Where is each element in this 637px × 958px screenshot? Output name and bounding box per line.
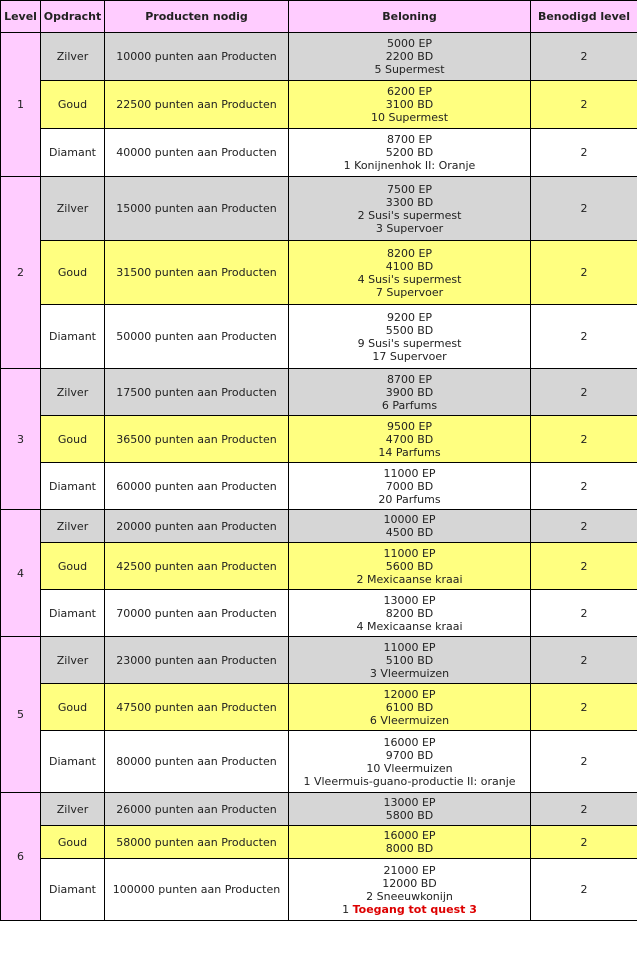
benodigd-cell: 2 (531, 369, 637, 416)
benodigd-cell: 2 (531, 684, 637, 731)
reward-line: 4500 BD (385, 526, 434, 539)
reward-line: 7 Supervoer (375, 285, 444, 299)
table-row (1, 684, 637, 731)
reward-prefix: 1 (342, 902, 353, 916)
beloning-cell (289, 81, 531, 129)
opdracht-cell: Diamant (41, 859, 105, 921)
reward-line: 8200 EP (386, 246, 433, 260)
reward-line: 8000 BD (385, 842, 434, 855)
table-row (1, 510, 637, 543)
reward-line: 9700 BD (385, 748, 434, 762)
table-row (1, 177, 637, 241)
benodigd-cell: 2 (531, 637, 637, 684)
reward-line: 12000 EP (383, 687, 436, 701)
reward-line: 11000 EP (383, 546, 436, 560)
opdracht-cell: Diamant (41, 463, 105, 510)
table-row (1, 416, 637, 463)
beloning-cell (289, 590, 531, 637)
producten-cell: 47500 punten aan Producten (105, 684, 289, 731)
reward-line: 10 Supermest (370, 111, 449, 124)
producten-cell: 70000 punten aan Producten (105, 590, 289, 637)
reward-line: 5100 BD (385, 653, 434, 667)
level-cell: 4 (1, 510, 41, 637)
level-cell: 3 (1, 369, 41, 510)
benodigd-cell: 2 (531, 416, 637, 463)
benodigd-cell: 2 (531, 81, 637, 129)
reward-line: 11000 EP (383, 640, 436, 654)
opdracht-cell: Diamant (41, 590, 105, 637)
reward-line: 5000 EP (386, 37, 433, 50)
header-opdracht: Opdracht (41, 1, 105, 33)
benodigd-cell: 2 (531, 731, 637, 793)
reward-line: 8700 EP (386, 372, 433, 386)
header-benodigd: Benodigd level (531, 1, 637, 33)
header-row (1, 1, 637, 33)
reward-line: 2 Susi's supermest (357, 208, 462, 222)
reward-line: 13000 EP (383, 796, 436, 809)
reward-line: 20 Parfums (378, 492, 441, 506)
reward-line: 3100 BD (385, 98, 434, 111)
table-row (1, 859, 637, 921)
reward-line: 10000 EP (383, 513, 436, 526)
level-cell: 2 (1, 177, 41, 369)
table-row (1, 33, 637, 81)
opdracht-cell: Zilver (41, 793, 105, 826)
opdracht-cell: Diamant (41, 305, 105, 369)
reward-line: 16000 EP (383, 829, 436, 842)
table-row (1, 826, 637, 859)
beloning-cell (289, 637, 531, 684)
reward-line: 4700 BD (385, 432, 434, 446)
quest-access-highlight: Toegang tot quest 3 (352, 902, 477, 916)
table-row (1, 793, 637, 826)
reward-line: 3300 BD (385, 195, 434, 209)
producten-cell: 10000 punten aan Producten (105, 33, 289, 81)
reward-line: 6 Vleermuizen (369, 713, 450, 727)
reward-line: 6100 BD (385, 700, 434, 714)
producten-cell: 31500 punten aan Producten (105, 241, 289, 305)
reward-line: 17 Supervoer (372, 349, 447, 363)
producten-cell: 60000 punten aan Producten (105, 463, 289, 510)
benodigd-cell: 2 (531, 793, 637, 826)
reward-line: 7500 EP (386, 182, 433, 196)
table-row (1, 305, 637, 369)
opdracht-cell: Zilver (41, 510, 105, 543)
reward-line: 8700 EP (386, 133, 433, 146)
producten-cell: 15000 punten aan Producten (105, 177, 289, 241)
producten-cell: 17500 punten aan Producten (105, 369, 289, 416)
reward-line: 6 Parfums (381, 398, 438, 412)
opdracht-cell: Goud (41, 826, 105, 859)
reward-line: 21000 EP (383, 863, 436, 877)
opdracht-cell: Diamant (41, 129, 105, 177)
beloning-cell (289, 859, 531, 921)
opdracht-cell: Zilver (41, 177, 105, 241)
benodigd-cell: 2 (531, 590, 637, 637)
reward-line: 6200 EP (386, 85, 433, 98)
beloning-cell (289, 684, 531, 731)
level-cell: 6 (1, 793, 41, 921)
reward-line: 14 Parfums (378, 445, 441, 459)
level-cell: 5 (1, 637, 41, 793)
reward-line: 16000 EP (383, 735, 436, 749)
beloning-cell (289, 826, 531, 859)
opdracht-cell: Goud (41, 416, 105, 463)
benodigd-cell: 2 (531, 305, 637, 369)
benodigd-cell: 2 (531, 826, 637, 859)
producten-cell: 58000 punten aan Producten (105, 826, 289, 859)
header-level: Level (1, 1, 41, 33)
benodigd-cell: 2 (531, 510, 637, 543)
beloning-cell (289, 33, 531, 81)
producten-cell: 40000 punten aan Producten (105, 129, 289, 177)
reward-line-quest-access (289, 903, 530, 916)
producten-cell: 36500 punten aan Producten (105, 416, 289, 463)
opdracht-cell: Diamant (41, 731, 105, 793)
table-row (1, 81, 637, 129)
producten-cell: 26000 punten aan Producten (105, 793, 289, 826)
producten-cell: 23000 punten aan Producten (105, 637, 289, 684)
opdracht-cell: Zilver (41, 33, 105, 81)
opdracht-cell: Goud (41, 684, 105, 731)
benodigd-cell: 2 (531, 241, 637, 305)
reward-line: 1 Konijnenhok II: Oranje (343, 159, 476, 172)
reward-line: 10 Vleermuizen (366, 761, 453, 775)
producten-cell: 22500 punten aan Producten (105, 81, 289, 129)
reward-line: 4 Susi's supermest (357, 272, 462, 286)
opdracht-cell: Zilver (41, 637, 105, 684)
table-row (1, 241, 637, 305)
reward-line: 7000 BD (385, 479, 434, 493)
table-row (1, 590, 637, 637)
producten-cell: 42500 punten aan Producten (105, 543, 289, 590)
header-producten: Producten nodig (105, 1, 289, 33)
benodigd-cell: 2 (531, 463, 637, 510)
beloning-cell (289, 543, 531, 590)
table-row (1, 369, 637, 416)
beloning-cell (289, 177, 531, 241)
reward-line: 5500 BD (385, 323, 434, 337)
reward-line: 5200 BD (385, 146, 434, 159)
reward-line: 13000 EP (383, 593, 436, 607)
reward-line: 1 Vleermuis-guano-productie II: oranje (303, 774, 516, 788)
opdracht-cell: Goud (41, 81, 105, 129)
producten-cell: 100000 punten aan Producten (105, 859, 289, 921)
reward-line: 8200 BD (385, 606, 434, 620)
beloning-cell (289, 731, 531, 793)
reward-line: 3 Supervoer (375, 221, 444, 235)
reward-line: 9200 EP (386, 310, 433, 324)
header-beloning: Beloning (289, 1, 531, 33)
reward-line: 2200 BD (385, 50, 434, 63)
table-row (1, 543, 637, 590)
table-row (1, 129, 637, 177)
opdracht-cell: Zilver (41, 369, 105, 416)
benodigd-cell: 2 (531, 543, 637, 590)
opdracht-cell: Goud (41, 543, 105, 590)
benodigd-cell: 2 (531, 33, 637, 81)
opdracht-cell: Goud (41, 241, 105, 305)
reward-line: 11000 EP (383, 466, 436, 480)
producten-cell: 20000 punten aan Producten (105, 510, 289, 543)
producten-cell: 80000 punten aan Producten (105, 731, 289, 793)
beloning-cell (289, 369, 531, 416)
reward-line: 9500 EP (386, 419, 433, 433)
reward-line: 3 Vleermuizen (369, 666, 450, 680)
benodigd-cell: 2 (531, 859, 637, 921)
beloning-cell (289, 241, 531, 305)
reward-line: 12000 BD (382, 876, 437, 890)
reward-line: 4 Mexicaanse kraai (356, 619, 463, 633)
beloning-cell (289, 793, 531, 826)
beloning-cell (289, 463, 531, 510)
reward-line: 5 Supermest (374, 63, 445, 76)
table-row (1, 637, 637, 684)
beloning-cell (289, 510, 531, 543)
reward-line: 5600 BD (385, 559, 434, 573)
reward-line: 3900 BD (385, 385, 434, 399)
reward-line: 9 Susi's supermest (357, 336, 462, 350)
reward-line: 2 Sneeuwkonijn (366, 889, 453, 903)
beloning-cell (289, 129, 531, 177)
reward-line: 2 Mexicaanse kraai (356, 572, 463, 586)
benodigd-cell: 2 (531, 129, 637, 177)
producten-cell: 50000 punten aan Producten (105, 305, 289, 369)
beloning-cell (289, 305, 531, 369)
level-cell: 1 (1, 33, 41, 177)
beloning-cell (289, 416, 531, 463)
reward-line: 4100 BD (385, 259, 434, 273)
table-row (1, 731, 637, 793)
benodigd-cell: 2 (531, 177, 637, 241)
table-row (1, 463, 637, 510)
reward-line: 5800 BD (385, 809, 434, 822)
